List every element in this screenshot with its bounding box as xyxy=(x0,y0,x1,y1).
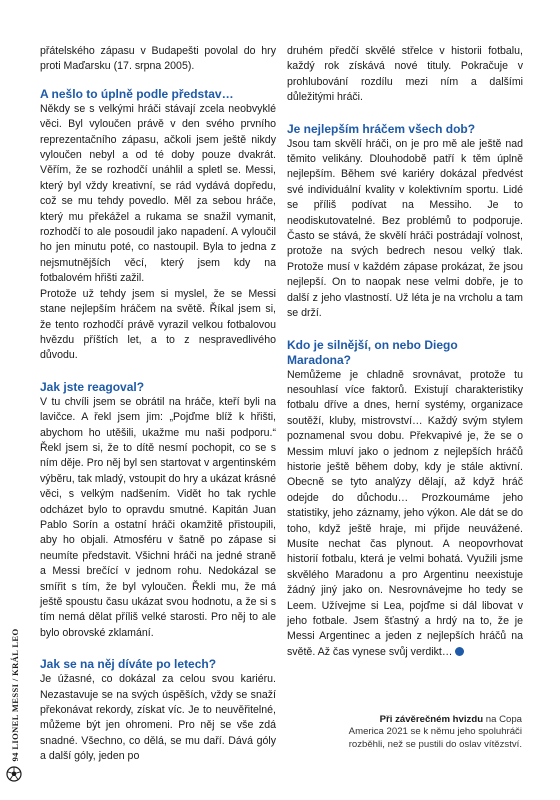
football-icon xyxy=(6,766,22,782)
photo-caption xyxy=(346,714,522,751)
running-head-title: LIONEL MESSI / KRÁL LEO xyxy=(10,628,20,750)
running-head-text xyxy=(10,629,20,762)
intro-text-right: druhém předčí skvělé střelce v historii fotbalu, každý rok získává nové tituly. Pokračuje v prohlubování rozdílu mezi ním a dalšími důležitými hráči. xyxy=(287,45,523,104)
caption-lead: Při závěrečném hvizdu xyxy=(379,714,484,725)
intro-text-left: přátelského zápasu v Budapešti povolal do hry proti Maďarsku (17. srpna 2005). xyxy=(40,45,276,73)
question-heading: A nešlo to úplně podle představ… xyxy=(40,86,234,101)
answer-paragraph: Jsou tam skvělí hráči, on je pro mě ale ještě nad těmito velikány. Dlouhodobě patří k těm úplně nejlepším. Během své kariéry dokázal předvést své individuální kvality v kolektivním sportu. Lidé se příliš podívat na Messiho. Je to neodiskutovatelné. Bez problémů to podporuje. Často se stává, že skvělí hráči postrádají volnost, protože na svých bedrech nesou velký tlak. Protože musí v každém zápase prokázat, že jsou nejlepší. On to naopak nese velmi dobře, je to další z jeho vlastností. Už léta je na vrcholu a tam se drží. xyxy=(287,137,523,320)
page-number: 94 xyxy=(10,752,20,762)
left-column xyxy=(40,44,276,765)
answer-text: Nemůžeme je chladně srovnávat, protože tu nesouhlasí více faktorů. Existují charakteristiky fotbalu dříve a dnes, herní systémy, organizace soutěží, kluby, mistrovství… Každý svým stylem poznamenal svou dobu. Překvapivé je, že se o Messim mluví jako o jednom z nejlepších hráčů historie ještě během doby, kdy je stále aktivní. Obecně se tyto analýzy dělají, až když hráč odejde do důchodu… Prozkoumáme jeho statistiky, jeho záznamy, jeho výkon. Ale dát se do toho, když ještě hraje, mi přijde neuvážené. Musíte nechat čas plynout. A neopovrhovat historií fotbalu, která je velmi bohatá. Využili jsme skvělého Maradonu a pro Argentinu neexistuje žádný jiný jako on. Nesrovnávejme ho tedy se Leem. Užívejme si Lea, pojďme si dál libovat v jeho fotbale. Jsem šťastný a hrdý na to, že je Messi Argentinec a jeden z nejlepších hráčů na světě. Až čas vynese svůj verdikt… xyxy=(287,368,523,658)
answer-paragraph: Protože už tehdy jsem si myslel, že se Messi stane nejlepším hráčem na světě. Říkal jsem si, že tento rozhodčí právě vyrazil velkou fotbalovou hvězdu příštích let, a to z nespravedlivého důvodu. xyxy=(40,287,276,362)
question-heading: Kdo je silnější, on nebo Diego Maradona? xyxy=(287,337,458,367)
answer-paragraph xyxy=(287,368,523,661)
question-heading: Je nejlepším hráčem všech dob? xyxy=(287,121,476,136)
blue-dot-icon xyxy=(455,647,464,656)
answer-paragraph: Někdy se s velkými hráči stávají zcela neobvyklé věci. Byl vyloučen právě v den svého prvního reprezentačního zápasu, ačkoli jsem ještě nikdy vyloučen nebyl a od té doby pouze dvakrát. Věřím, že se rozhodčí unáhlil a spletl se. Messi, který byl vždy kreativní, se rád vydává dopředu, což se mu tehdy povedlo. Měl za sebou hráče, který mu překážel a rukama se snažil vymanit, rozhodčí to ale posoudil jako napadení. A vyloučil ho jen minutu poté, co nastoupil. Byla to jedna z nejsmutnějších věcí, který jsem kdy na fotbalovém hřišti zažil. xyxy=(40,102,276,285)
answer-paragraph: V tu chvíli jsem se obrátil na hráče, kteří byli na lavičce. A řekl jsem jim: „Pojďme blíž k hřišti, abychom ho utěšili, ukažme mu naši podporu.“ Řekl jsem si, že to dítě nesmí pochopit, co se s ním děje. Pro něj byl sen startovat v argentinském výběru, tak mladý, vstoupit do hry a ukázat krásné věci, s velkým nadšením. Vidět ho tak rychle odcházet bylo to opravdu smutné. Kapitán Juan Pablo Sorín a ostatní hráči okamžitě přistoupili, aby ho objali. Atmosféru v šatně po zápase si neumíte představit. Všichni hráči na jedné straně a Messi brečící v jednom rohu. Nedokázal se smířit s tím, že byl vyloučen. Řekli mu, že má ještě spoustu času ukázat svou hodnotu, a že si s tím nemá dělat příliš velké starosti. Pro něj to ale bylo obrovské zklamání. xyxy=(40,395,276,639)
right-column xyxy=(287,44,523,660)
caption-text: na Copa America 2021 se k němu jeho spoluhráči rozběhli, než se pustili do oslav vítězství. xyxy=(348,714,522,750)
question-heading: Jak se na něj díváte po letech? xyxy=(40,657,217,672)
answer-paragraph: Je úžasné, co dokázal za celou svou kariéru. Nezastavuje se na svých úspěších, vždy se snaží překonávat rekordy, získat víc. Je to neuvěřitelné, můžeme být jen ohromeni. Pro něj se vše zdá snadné. Všechno, co dělá, se mu daří. Dává góly a další góly, jeden po xyxy=(40,673,276,763)
question-heading: Jak jste reagoval? xyxy=(40,379,145,394)
